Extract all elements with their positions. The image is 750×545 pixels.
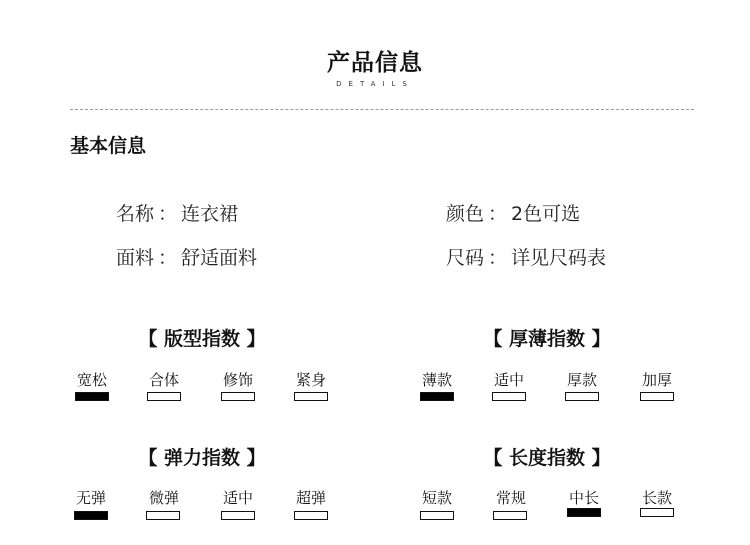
scale-box xyxy=(294,392,328,401)
section-heading-basic-info: 基本信息 xyxy=(70,135,147,157)
scale-label: 合体 xyxy=(148,371,179,389)
info-label: 面料 xyxy=(116,247,155,269)
scale-label: 加厚 xyxy=(641,371,672,389)
info-separator: ： xyxy=(158,203,178,225)
scale-label: 长款 xyxy=(641,489,672,507)
info-separator: ： xyxy=(488,247,508,269)
scale-box xyxy=(75,392,109,401)
index-title-length: 【 长度指数 】 xyxy=(483,447,611,469)
scale-box xyxy=(147,392,181,401)
scale-box xyxy=(221,392,255,401)
scale-label: 薄款 xyxy=(421,371,452,389)
scale-label: 无弹 xyxy=(75,489,106,507)
scale-box xyxy=(146,511,180,520)
info-size xyxy=(446,243,606,270)
info-name xyxy=(116,199,238,226)
scale-label: 常规 xyxy=(495,489,526,507)
page-subtitle: DETAILS xyxy=(336,80,414,88)
info-value: 连衣裙 xyxy=(181,203,239,225)
scale-label: 紧身 xyxy=(295,371,326,389)
info-separator: ： xyxy=(158,247,178,269)
scale-box xyxy=(221,511,255,520)
scale-box xyxy=(420,392,454,401)
scale-label: 微弹 xyxy=(148,489,179,507)
scale-box xyxy=(640,392,674,401)
info-label: 颜色 xyxy=(446,203,485,225)
info-label: 尺码 xyxy=(446,247,485,269)
scale-label: 中长 xyxy=(568,489,599,507)
info-value: 2色可选 xyxy=(511,203,581,225)
scale-box xyxy=(294,511,328,520)
scale-label: 厚款 xyxy=(566,371,597,389)
index-title-elasticity: 【 弹力指数 】 xyxy=(138,447,266,469)
scale-label: 超弹 xyxy=(295,489,326,507)
info-value: 详见尺码表 xyxy=(511,247,607,269)
page-title: 产品信息 xyxy=(327,50,423,76)
info-separator: ： xyxy=(488,203,508,225)
scale-label: 适中 xyxy=(222,489,253,507)
scale-label: 宽松 xyxy=(76,371,107,389)
scale-box xyxy=(493,511,527,520)
index-title-thickness: 【 厚薄指数 】 xyxy=(483,328,611,350)
scale-box xyxy=(420,511,454,520)
scale-box xyxy=(565,392,599,401)
index-title-fit: 【 版型指数 】 xyxy=(138,328,266,350)
info-value: 舒适面料 xyxy=(181,247,258,269)
scale-box xyxy=(640,508,674,517)
scale-label: 短款 xyxy=(421,489,452,507)
scale-label: 修饰 xyxy=(222,371,253,389)
dashed-divider xyxy=(70,109,694,110)
info-label: 名称 xyxy=(116,203,155,225)
scale-label: 适中 xyxy=(493,371,524,389)
scale-box xyxy=(74,511,108,520)
info-color xyxy=(446,199,580,226)
scale-box xyxy=(492,392,526,401)
scale-box xyxy=(567,508,601,517)
info-fabric xyxy=(116,243,257,270)
